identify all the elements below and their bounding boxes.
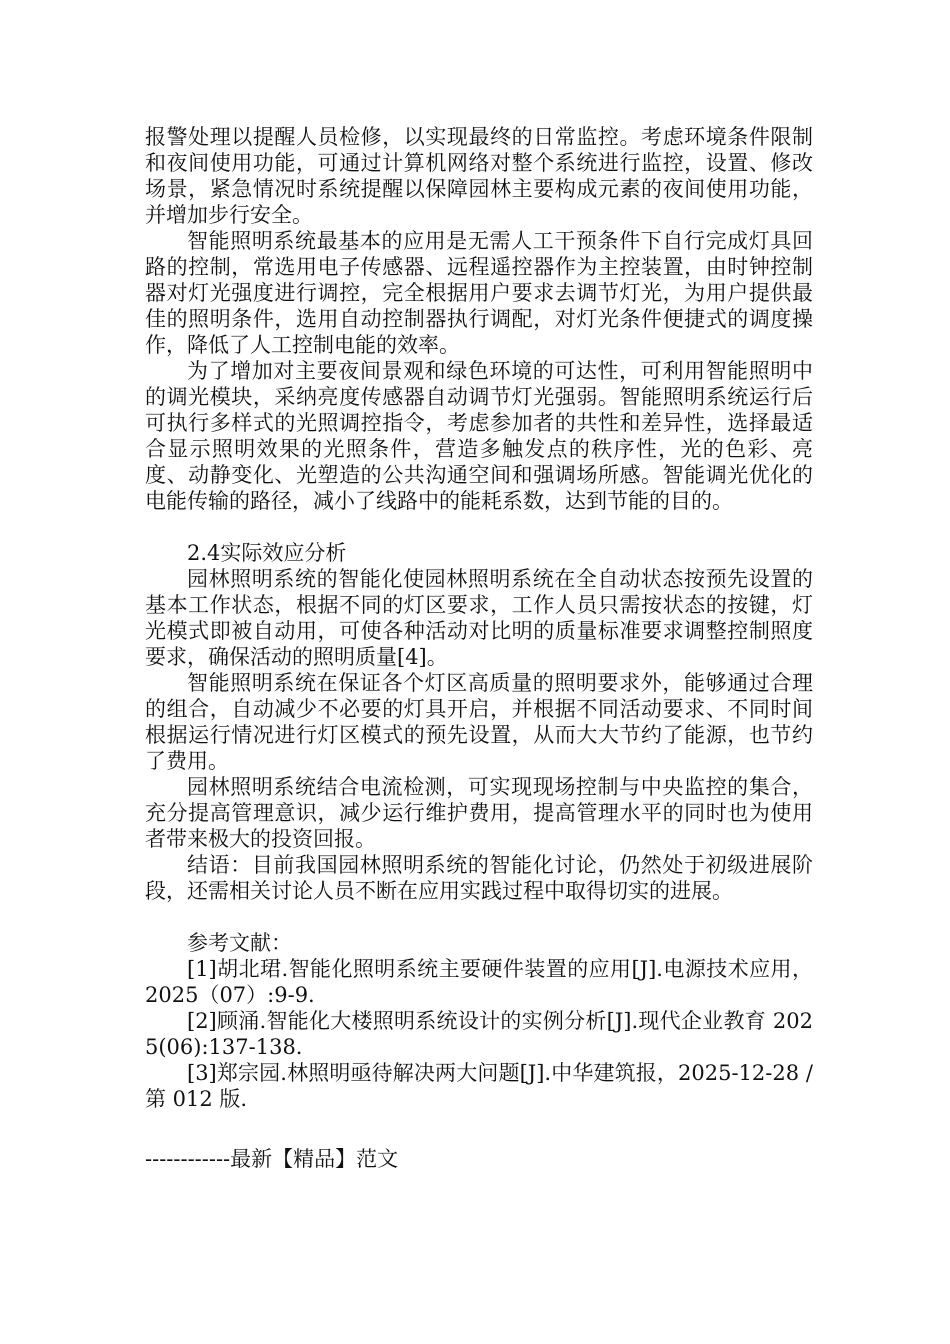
document-body [145,124,813,1112]
paragraph: 园林照明系统结合电流检测，可实现现场控制与中央监控的集合，充分提高管理意识，减少运行维护费用，提高管理水平的同时也为使用者带来极大的投资回报。 [145,775,813,851]
reference-item: [1]胡北珺.智能化照明系统主要硬件装置的应用[J].电源技术应用，2025（07）:9-9. [145,957,813,1007]
paragraph: 智能照明系统最基本的应用是无需人工干预条件下自行完成灯具回路的控制，常选用电子传感器、远程遥控器作为主控装置，由时钟控制器对灯光强度进行调控，完全根据用户要求去调节灯光，为用户提供最佳的照明条件，选用自动控制器执行调配，对灯光条件便捷式的调度操作，降低了人工控制电能的效率。 [145,229,813,357]
paragraph: 园林照明系统的智能化使园林照明系统在全自动状态按预先设置的基本工作状态，根据不同的灯区要求，工作人员只需按状态的按键，灯光模式即被自动用，可使各种活动对比明的质量标准要求调整控制照度要求，确保活动的照明质量[4]。 [145,567,813,669]
paragraph: 智能照明系统在保证各个灯区高质量的照明要求外，能够通过合理的组合，自动减少不必要的灯具开启，并根据不同活动要求、不同时间根据运行情况进行灯区模式的预先设置，从而大大节约了能源，也节约了费用。 [145,671,813,773]
references-title: 参考文献： [187,931,292,955]
section-heading: 2.4实际效应分析 [187,541,347,565]
reference-item: [2]顾涌.智能化大楼照明系统设计的实例分析[J].现代企业教育 2025(06):137-138. [145,1009,813,1059]
paragraph: 报警处理以提醒人员检修，以实现最终的日常监控。考虑环境条件限制和夜间使用功能，可通过计算机网络对整个系统进行监控，设置、修改场景，紧急情况时系统提醒以保障园林主要构成元素的夜间使用功能，并增加步行安全。 [145,125,813,227]
paragraph: 结语：目前我国园林照明系统的智能化讨论，仍然处于初级进展阶段，还需相关讨论人员不断在应用实践过程中取得切实的进展。 [145,853,813,903]
reference-item: [3]郑宗园.林照明亟待解决两大问题[J].中华建筑报，2025-12-28 /第 012 版. [145,1061,813,1111]
footer-note: ------------最新【精品】范文 [145,1147,399,1171]
paragraph: 为了增加对主要夜间景观和绿色环境的可达性，可利用智能照明中的调光模块，采纳亮度传感器自动调节灯光强弱。智能照明系统运行后可执行多样式的光照调控指令，考虑参加者的共性和差异性，选择最适合显示照明效果的光照条件，营造多触发点的秩序性，光的色彩、亮度、动静变化、光塑造的公共沟通空间和强调场所感。智能调光优化的电能传输的路径，减小了线路中的能耗系数，达到节能的目的。 [145,359,813,513]
